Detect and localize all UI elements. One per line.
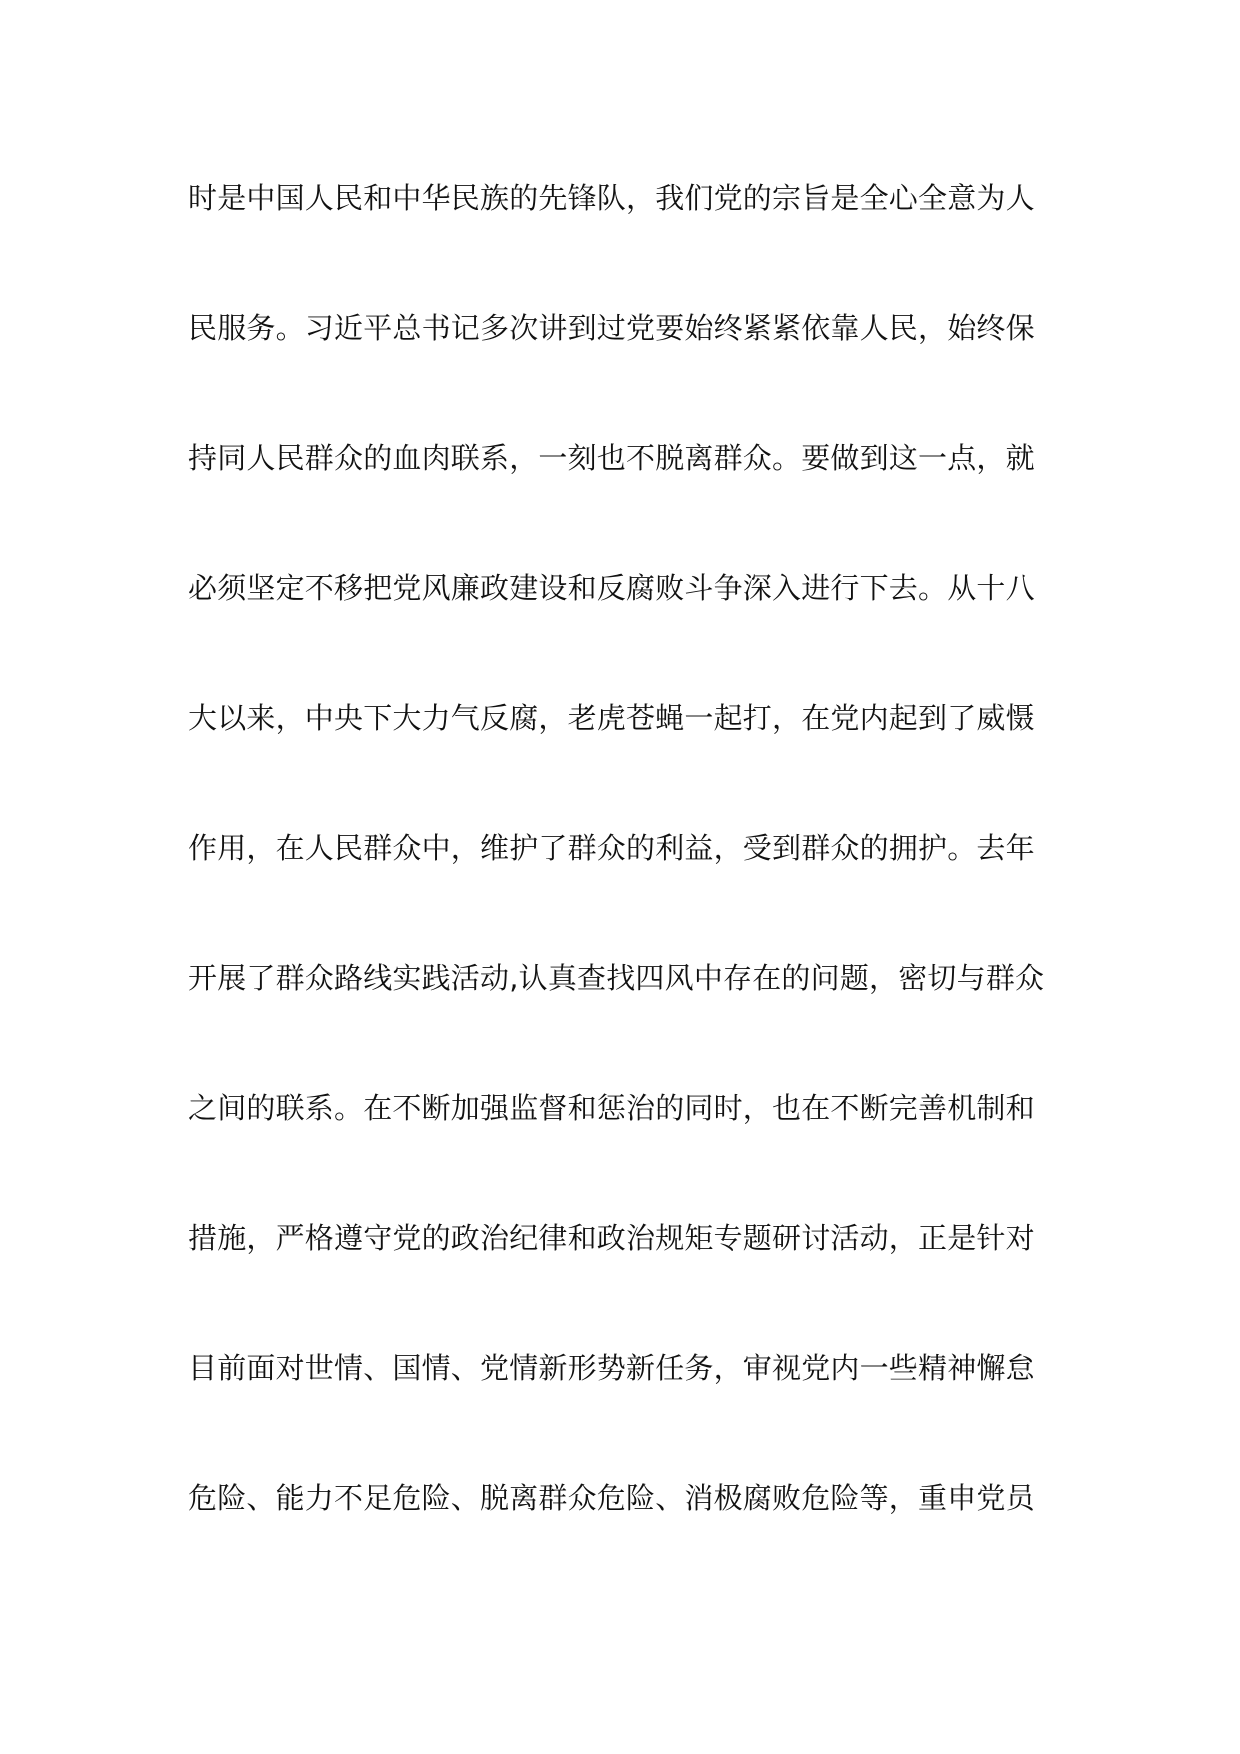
text-line: 民服务。习近平总书记多次讲到过党要始终紧紧依靠人民，始终保 xyxy=(188,311,1035,345)
text-line: 之间的联系。在不断加强监督和惩治的同时，也在不断完善机制和 xyxy=(188,1091,1035,1125)
text-line: 持同人民群众的血肉联系，一刻也不脱离群众。要做到这一点，就 xyxy=(188,441,1035,475)
text-line: 开展了群众路线实践活动,认真查找四风中存在的问题，密切与群众 xyxy=(188,961,1045,995)
text-line: 目前面对世情、国情、党情新形势新任务，审视党内一些精神懈怠 xyxy=(188,1351,1035,1385)
text-line: 措施，严格遵守党的政治纪律和政治规矩专题研讨活动，正是针对 xyxy=(188,1221,1035,1255)
text-line: 作用，在人民群众中，维护了群众的利益，受到群众的拥护。去年 xyxy=(188,831,1035,865)
text-line: 危险、能力不足危险、脱离群众危险、消极腐败危险等，重申党员 xyxy=(188,1481,1035,1515)
text-line: 必须坚定不移把党风廉政建设和反腐败斗争深入进行下去。从十八 xyxy=(188,571,1035,605)
body-text xyxy=(188,165,1068,1595)
text-line: 时是中国人民和中华民族的先锋队，我们党的宗旨是全心全意为人 xyxy=(188,181,1035,215)
text-line: 大以来，中央下大力气反腐，老虎苍蝇一起打，在党内起到了威慑 xyxy=(188,701,1035,735)
